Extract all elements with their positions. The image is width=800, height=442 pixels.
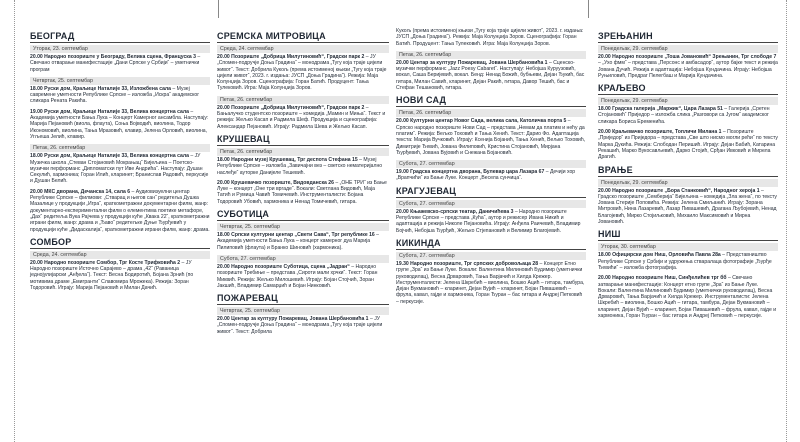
event-description: – Галерија „Сретен Стојановић“ Приједор – изложба слика „Разговори са Југом“ академског сликара Бориса Еременића. [598, 106, 770, 125]
event-description: – „ОНЕ ТРИ“ из Бање Луке – концерт „Оне три вргаде“. Вокали: Светлана Видовић, Маја Татић и Румица Чавић Томичевић. Инструменталисти: Бојана Тодоровић Убовић, хармоника и Ненад Томичевић, гитара. [217, 179, 387, 205]
event-entry [396, 118, 586, 156]
event-entry [30, 189, 210, 233]
fold-line-right [786, 0, 787, 442]
event-entry [217, 232, 389, 251]
event-entry [396, 28, 586, 47]
event-description: – Народно позориште Републике Српске – представа „Кућа“, аутор и режисер Ивана Никић и адаптација и режија Николе Пејановића. Играју: Анђела Раичевић, Владимир Бојчић, Небојша Ђурђић, Жељко Стјепановић и Велимир Благојевић. [396, 208, 581, 234]
event-description: – Аудиовизуелни центар Републике Српске – филмови: „Стварац и његов сан“ редитеља Душка Мазалице у продукцији „Игра“, краткометражни документарни филм, жанр: документарно-експериментални филм о елементима поетике метафоре, „Дах“ редитеља Вука Рајчева у продукцији куће „Квака 22“, краткометражни играни филм, жанр: драма и „Ђаво“ редитељке Дуње Ђурђевић у продукцији куће „Дидаскалија“, краткометражни играни филм, жанр: драма. [30, 188, 210, 233]
event-description: – „Ухо фмм“ – представа „Персонс и амбасадор“, аутор бајке текст и режија Јована Дучић. Режија и адаптација: Небојша Кундачина. Играју: Небојша Руњиловић, Предраг Пелегбаш и Марија Кундачина. [598, 60, 778, 79]
event-venue: 20.00 Народно позориште Суботица, сцена „Јадран“ [217, 263, 350, 270]
event-venue: 18.00 Народни музеј Крушевац, Трг деспота Стефана 15 [217, 156, 358, 163]
fold-line-left [14, 0, 15, 442]
event-description: – Музеј Републике Српске – изложба „Завичајни вез – светско нематеријално наслеђе“ ауторке Данијеле Тешевић. [217, 156, 383, 176]
event-venue: 20.00 Народно позориште „Тоша Јовановић“ Зрењанин, Трг слободе 7 [598, 54, 777, 60]
city-heading: СРЕМСКА МИТРОВИЦА [217, 31, 389, 43]
event-entry [30, 260, 210, 291]
event-date: Петак, 26. септембар [217, 96, 389, 104]
event-venue: 18.00 Српски културни центар „Свети Сава“, Трг републике 16 [217, 232, 375, 239]
event-date: Петак, 26. септембар [396, 109, 586, 117]
event-description: – Свечано отварање манифестације „Дани Српске у Србији“ – уметнички програм [30, 54, 201, 73]
event-venue: 20.00 Народно позориште „Бора Станковић“, Народног хероја 1 [598, 187, 760, 194]
city-heading: КРУШЕВАЦ [217, 134, 389, 146]
event-date: Уторак, 30. септембар [598, 243, 778, 251]
event-description: – Народно позориште Требиње – представа „Сироти мали хрчки“. Текст: Горан Миквић. Режија: Жељко Милошевић. Играју: Бојан Стојчић, Зоран Јакшић, Владимир Самарџић и Бојан Нинковић. [217, 263, 378, 289]
column-4 [598, 28, 778, 323]
event-entry [217, 157, 389, 176]
event-description: – Српско народно позориште Нови Сад – представа „Немам да платим и нећу да платим“. Режија: Вељко Тоховић и Тања Хенић. Текст: Дарио Фо. Адаптација текста: Марија Вучковић. Играју: Ксенија Бојанић, Тања Хенић, Вељко Тоховић, Димитрије Ђевић, Јована Филиповић, Кристина Стојановић, Мирјана Ђурђевић, Јована Вујовић и Снежана Бојановић. [396, 118, 586, 156]
event-entry [598, 129, 778, 160]
city-heading: КРАГУЈЕВАЦ [396, 186, 586, 198]
event-description: – ЈУ Народно позориште Источно Сарајево – драма „42“ (Раваница једнојулијарски „Анђела“). Текст: Весна Бодиротић, Бојана Зрнић (по мотивима драме „Емигранти“ Славомира Мрожека). Режија: Зоран Тодоровић. Играју: Марија Пејановић и Милан Дачић. [30, 259, 194, 292]
event-entry [396, 169, 586, 182]
event-date: Субота, 27. септембар [396, 252, 586, 260]
crop-mark [588, 0, 589, 18]
event-description: – Сценско-музички перформанс „Jazz Poesy Cabaret“. Наступају: Небојша Куруузовић, вокал, Саша Беријевић, вокал. Бенд: Ненад Божић, бубњеви, Дејан Ђукић, бас гитара, Милан Савић, кларинет, Дејан Ракић, гитара, Давор Тешић, бас и Стефан Тешановић, гитара. [396, 59, 585, 92]
event-entry [396, 209, 586, 234]
event-venue: 20.00 Краљевачко позориште, Топличи Милана 1 [598, 129, 722, 136]
event-date: Среда, 24. септембар [217, 45, 389, 53]
event-venue: 20.00 Центар за културу Пожаревац, Јована Шербановића 1 [217, 316, 369, 323]
event-description: – ЈУ „Спомен-подручје Доња Градина“ – монодрама „Тугу која траје цијели живот“. Текст: Добрила Кукољ (према истоименој књизи „Тугу која траје цијели живот“, 2023. г. издања: ЈУСП „Доња Градина“). Режија: Маја Колунџија Зоров. Сценографија: Горан Батић. Продуцент: Тања Тулековић. Игра: Маја Колунџија Зоров. [217, 54, 387, 92]
city-heading: БЕОГРАД [30, 31, 210, 43]
event-entry [217, 316, 389, 335]
event-venue: 20.00 Народно позориште Сомбор, Трг Косте Трифковића 2 [30, 259, 181, 266]
city-heading: КИКИНДА [396, 238, 586, 250]
event-entry [396, 60, 586, 91]
event-entry [30, 54, 210, 73]
event-description: – ЈУ „Спомен-подручје Доња Градина“ – монодрама „Тугу која траје цијели живот“. Текст: Добрила [217, 316, 383, 335]
event-entry [217, 264, 389, 289]
city-heading: СУБОТИЦА [217, 209, 389, 221]
event-description: Кукољ (према истоименој књизи „Тугу која траје цијели живот“, 2023. г. издања: ЈУСП „Доња Градина“). Режија: Маја Колунџија Зоров. Сценографија: Горан Батић. Продуцент: Тања Тулековић. Игра: Маја Колунџија Зоров. [396, 28, 584, 47]
event-venue: 20.00 Позориште „Добрица Милутиновић“, Градски парк 2 [217, 104, 365, 111]
event-description: – Представништво Републике Српске у Србији и удружења стваралаца фотографије „Ђурђе Ђевићи“ – изложба фотографија. [598, 252, 772, 271]
event-description: – Позориште „Приједор“ из Приједора – представа „Све што нисмо могли рећи“ по тексту Марка Дукића. Режија: Слободан Перишић. Играју: Дејан Бабић, Катарина Рекашић, Марко Вукосављевић, Дарко Стојић, Срђан Ивковић и Мирела Драгић. [598, 129, 778, 161]
event-date: Понедељак, 29. септембар [598, 97, 778, 105]
event-date: Петак, 26. септембар [396, 51, 586, 59]
event-date: Понедељак, 29. септембар [598, 179, 778, 187]
event-description: – Музеј савремене уметности Републике Српске – изложба „Искра“ академског сликара Рената Ракића. [30, 85, 200, 105]
event-venue: 18.00 Руски дом, Краљице Наталије 33, Велика концертна сала [30, 153, 189, 160]
event-entry [30, 86, 210, 105]
event-date: Субота, 27. септембар [217, 255, 389, 263]
event-date: Субота, 27. септембар [396, 160, 586, 168]
event-description: – Академија уметности Бања Лука – концерт камерног дуа Марија Пилиповић (флаута) и Бранко Шиновић (хармоника). [217, 232, 379, 251]
event-description: – Бањалучко студентско позориште – комедија „Мамин и Миња“. Текст и режија: Жељко Касап и Радмила Шеф. Продукција и сценографија: Александар Пејановић. Играју: Радмила Шева и Жељко Касап. [217, 104, 386, 130]
event-venue: 18.00 Градска галерија „Маржик“, Цара Лазара 51 [598, 106, 723, 113]
crop-mark [218, 0, 219, 18]
city-heading: КРАЉЕВО [598, 83, 778, 95]
event-entry [598, 188, 778, 226]
event-entry [396, 261, 586, 305]
event-venue: 20.00 Позориште „Добрица Милутиновић“, Градски парк 2 [217, 54, 365, 60]
event-date: Четвртак, 25. септембар [217, 223, 389, 231]
event-venue: 20.00 МКС дворана, Дечанска 14, сала 6 [30, 188, 131, 195]
event-description: – Концерт Етно групе „Зра“ из Бање Луке. Вокали: Валентина Милиновић Будимир (уметнички руководилац), Весна Дрваровић, Тања Варјачић и Хилда Крежер. Инструменталисти: Јелена Шкребић – виолина, Бошко Ацић – гитара, тамбура, Дејан Вукмановић – кларинет, Дејан Вујић – кларинет, Бојан Пивашевић – фрула, кавал, гајде и хармоника, Горан Ђуран – бас гитара и Андреј Петковић – перкусије. [396, 260, 585, 305]
event-date: Четвртак, 25. септембар [30, 77, 210, 85]
city-heading: ПОЖАРЕВАЦ [217, 293, 389, 305]
event-entry [30, 109, 210, 140]
column-1 [30, 28, 210, 295]
event-description: – Академија уметности Бања Лука – Концерт Камерног ансамбла. Наступају: Марија Пејановић (виола, флаута), Соња Војводић, виолина, Тодор Икономовић, виолина, Тања Мразовић, клавир, Јелена Орловић, виолина, Угљеша Јелић, клавир. [30, 108, 209, 140]
event-entry [30, 153, 210, 184]
event-date: Четвртак, 25. септембар [217, 307, 389, 315]
event-date: Петак, 26. септембар [217, 148, 389, 156]
city-heading: НОВИ САД [396, 95, 586, 107]
event-entry [598, 252, 778, 271]
event-date: Уторак, 23. септембар [30, 45, 210, 53]
event-date: Субота, 27. септембар [396, 200, 586, 208]
event-venue: 19.00 Руски дом, Краљице Наталије 33, Велика концертна сала [30, 108, 189, 115]
city-heading: ВРАЊЕ [598, 165, 778, 177]
event-entry [217, 105, 389, 130]
event-venue: 20.00 Крушевачко позориште, Видовданска 26 [217, 179, 334, 186]
event-entry [598, 54, 778, 79]
event-venue: 19.30 Народно позориште, Трг српских добровољаца 28 [396, 260, 539, 267]
event-description: – Градско позориште „Семберија“ Бијељина – комедија „Зла жена“, по тексту Јована Стерије Поповића. Режија: Јелена Смиљанић. Играју: Зорана Митровић, Нина Лазаревић, Лазар Пивашевић, Драгана Љубојевић, Ненад Благојевић, Мирко Стојиљковић, Михаило Максимовић и Мирна Јовановић. [598, 187, 777, 226]
event-entry [598, 106, 778, 125]
event-venue: 18.00 Руски дом, Краљице Наталије 33, Изложбена сала [30, 85, 171, 92]
event-description: – Свечано затварање манифестације: Концерт етно групе „Зра“ из Бање Луке. Вокали: Валентина Милиновић Будимир (уметнички руководилац), Весна Дрваровић, Тања Варјачић и Хилда Крежер. Инструменталисти: Јелена Шкребић – виолина, Бошко Ацић – гитара, тамбура, Дејан Вукмановић – кларинет, Дејан Вујић – кларинет, Бојан Пивашевић – фрула, кавал, гајде и хармоника, Горан Ђуран – бас гитара и Андреј Петковић – перкусије. [598, 275, 777, 320]
event-venue: 18.00 Официрски дом Ниш, Орловића Павла 28а [598, 252, 721, 259]
city-heading: НИШ [598, 229, 778, 241]
event-entry [217, 180, 389, 205]
event-venue: 19.00 Градска концертна дворана, Булевар цара Лазара 67 [396, 169, 545, 176]
event-description: – Дечији хор „Врапчићи“ из Бање Луке. Концерт „Весела сунчица“. [396, 169, 576, 182]
event-venue: 20.00 Културни центар Новог Сада, велика сала, Католичка порта 5 [396, 118, 567, 125]
event-entry [598, 275, 778, 319]
event-venue: 20.00 Центар за културу Пожаревац, Јована Шербановића 1 [396, 59, 548, 66]
column-3 [396, 28, 586, 309]
event-entry [217, 54, 389, 92]
event-date: Среда, 24. септембар [30, 251, 210, 259]
event-date: Понедељак, 29. септембар [598, 45, 778, 53]
column-2 [217, 28, 389, 339]
city-heading: ЗРЕЊАНИН [598, 31, 778, 43]
event-date: Петак, 26. септембар [30, 144, 210, 152]
event-venue: 20.00 Народно позориште у Београду, Велика сцена, Француска 3 [30, 54, 196, 60]
event-venue: 20.00 Народно позориште Ниш, Синђелићев трг бб [598, 275, 727, 282]
city-heading: СОМБОР [30, 237, 210, 249]
event-description: – ЈУ Музичка школа „Стеван Стојановић Мокрањац“ Бијељина – Поетско-музички перформанс „Дипломатски пут Иве Андрића“. Наступају: Душан Секулић, хармоника; Горан Илић, кларинет; Бранислав Радовић, перкусије и Душан Белић. [30, 153, 209, 185]
event-venue: 20.00 Књажевско-српски театар, Даничићева 3 [396, 208, 514, 215]
